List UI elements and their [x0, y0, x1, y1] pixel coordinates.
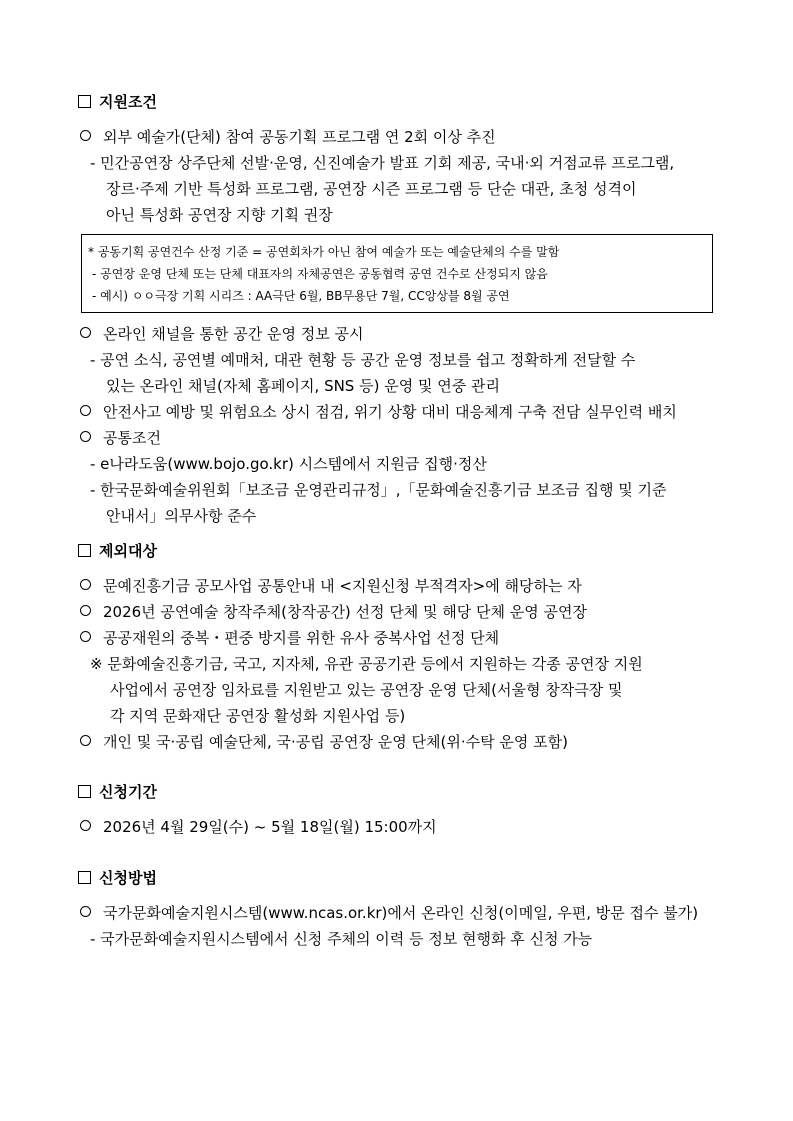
- reference-note-continuation: 각 지역 문화재단 공연장 활성화 지원사업 등): [110, 707, 406, 725]
- list-item: 2026년 공연예술 창작주체(창작공간) 선정 단체 및 해당 단체 운영 공연장: [80, 602, 587, 622]
- square-bullet-icon: [78, 785, 91, 798]
- list-item: 공통조건: [80, 428, 161, 448]
- reference-note: ※ 문화예술진흥기금, 국고, 지자체, 유관 공공기관 등에서 지원하는 각종 공연장 지원: [90, 655, 643, 673]
- list-item: 2026년 4월 29일(수) ~ 5월 18일(월) 15:00까지: [80, 817, 437, 837]
- note-line: * 공동기획 공연건수 산정 기준 = 공연회차가 아닌 참여 예술가 또는 예술단체의 수를 말함: [88, 245, 560, 259]
- sub-item: - 국가문화예술지원시스템에서 신청 주체의 이력 등 정보 현행화 후 신청 가능: [90, 930, 593, 948]
- list-item: 국가문화예술지원시스템(www.ncas.or.kr)에서 온라인 신청(이메일, 우편, 방문 접수 불가): [80, 903, 698, 923]
- note-box: [81, 234, 713, 313]
- sub-item: - e나라도움(www.bojo.go.kr) 시스템에서 지원금 집행·정산: [90, 455, 487, 473]
- note-line: - 예시) ㅇㅇ극장 기획 시리즈 : AA극단 6월, BB무용단 7월, CC앙상블 8월 공연: [92, 289, 510, 303]
- note-line: - 공연장 운영 단체 또는 단체 대표자의 자체공연은 공동협력 공연 건수로 산정되지 않음: [92, 267, 548, 281]
- sub-item-continuation: 안내서」의무사항 준수: [106, 507, 257, 525]
- section-heading-exclusions: 제외대상: [78, 541, 157, 561]
- list-item: 문예진흥기금 공모사업 공통안내 내 <지원신청 부적격자>에 해당하는 자: [80, 576, 582, 596]
- circle-bullet-icon: [80, 579, 91, 590]
- list-item: 개인 및 국·공립 예술단체, 국·공립 공연장 운영 단체(위·수탁 운영 포함): [80, 732, 568, 752]
- circle-bullet-icon: [80, 431, 91, 442]
- square-bullet-icon: [78, 871, 91, 884]
- sub-item: - 공연 소식, 공연별 예매처, 대관 현황 등 공간 운영 정보를 쉽고 정확하게 전달할 수: [90, 351, 636, 369]
- sub-item-continuation: 있는 온라인 채널(자체 홈페이지, SNS 등) 운영 및 연중 관리: [106, 377, 500, 395]
- square-bullet-icon: [78, 95, 91, 108]
- sub-item-continuation: 장르·주제 기반 특성화 프로그램, 공연장 시즌 프로그램 등 단순 대관, 초청 성격이: [106, 180, 637, 198]
- list-item: 안전사고 예방 및 위험요소 상시 점검, 위기 상황 대비 대응체계 구축 전담 실무인력 배치: [80, 402, 677, 422]
- square-bullet-icon: [78, 544, 91, 557]
- section-heading-application-method: 신청방법: [78, 868, 157, 888]
- circle-bullet-icon: [80, 906, 91, 917]
- section-heading-support-conditions: 지원조건: [78, 92, 157, 112]
- reference-note-continuation: 사업에서 공연장 임차료를 지원받고 있는 공연장 운영 단체(서울형 창작극장 및: [110, 681, 623, 699]
- list-item: 외부 예술가(단체) 참여 공동기획 프로그램 연 2회 이상 추진: [80, 127, 496, 147]
- circle-bullet-icon: [80, 820, 91, 831]
- section-heading-application-period: 신청기간: [78, 782, 157, 802]
- circle-bullet-icon: [80, 130, 91, 141]
- list-item: 공공재원의 중복・편중 방지를 위한 유사 중복사업 선정 단체: [80, 628, 499, 648]
- sub-item: - 민간공연장 상주단체 선발·운영, 신진예술가 발표 기회 제공, 국내·외 거점교류 프로그램,: [90, 154, 675, 172]
- circle-bullet-icon: [80, 327, 91, 338]
- circle-bullet-icon: [80, 735, 91, 746]
- circle-bullet-icon: [80, 605, 91, 616]
- circle-bullet-icon: [80, 631, 91, 642]
- list-item: 온라인 채널을 통한 공간 운영 정보 공시: [80, 324, 363, 344]
- sub-item: - 한국문화예술위원회「보조금 운영관리규정」,「문화예술진흥기금 보조금 집행 및 기준: [90, 481, 667, 499]
- circle-bullet-icon: [80, 405, 91, 416]
- sub-item-continuation: 아닌 특성화 공연장 지향 기획 권장: [106, 206, 333, 224]
